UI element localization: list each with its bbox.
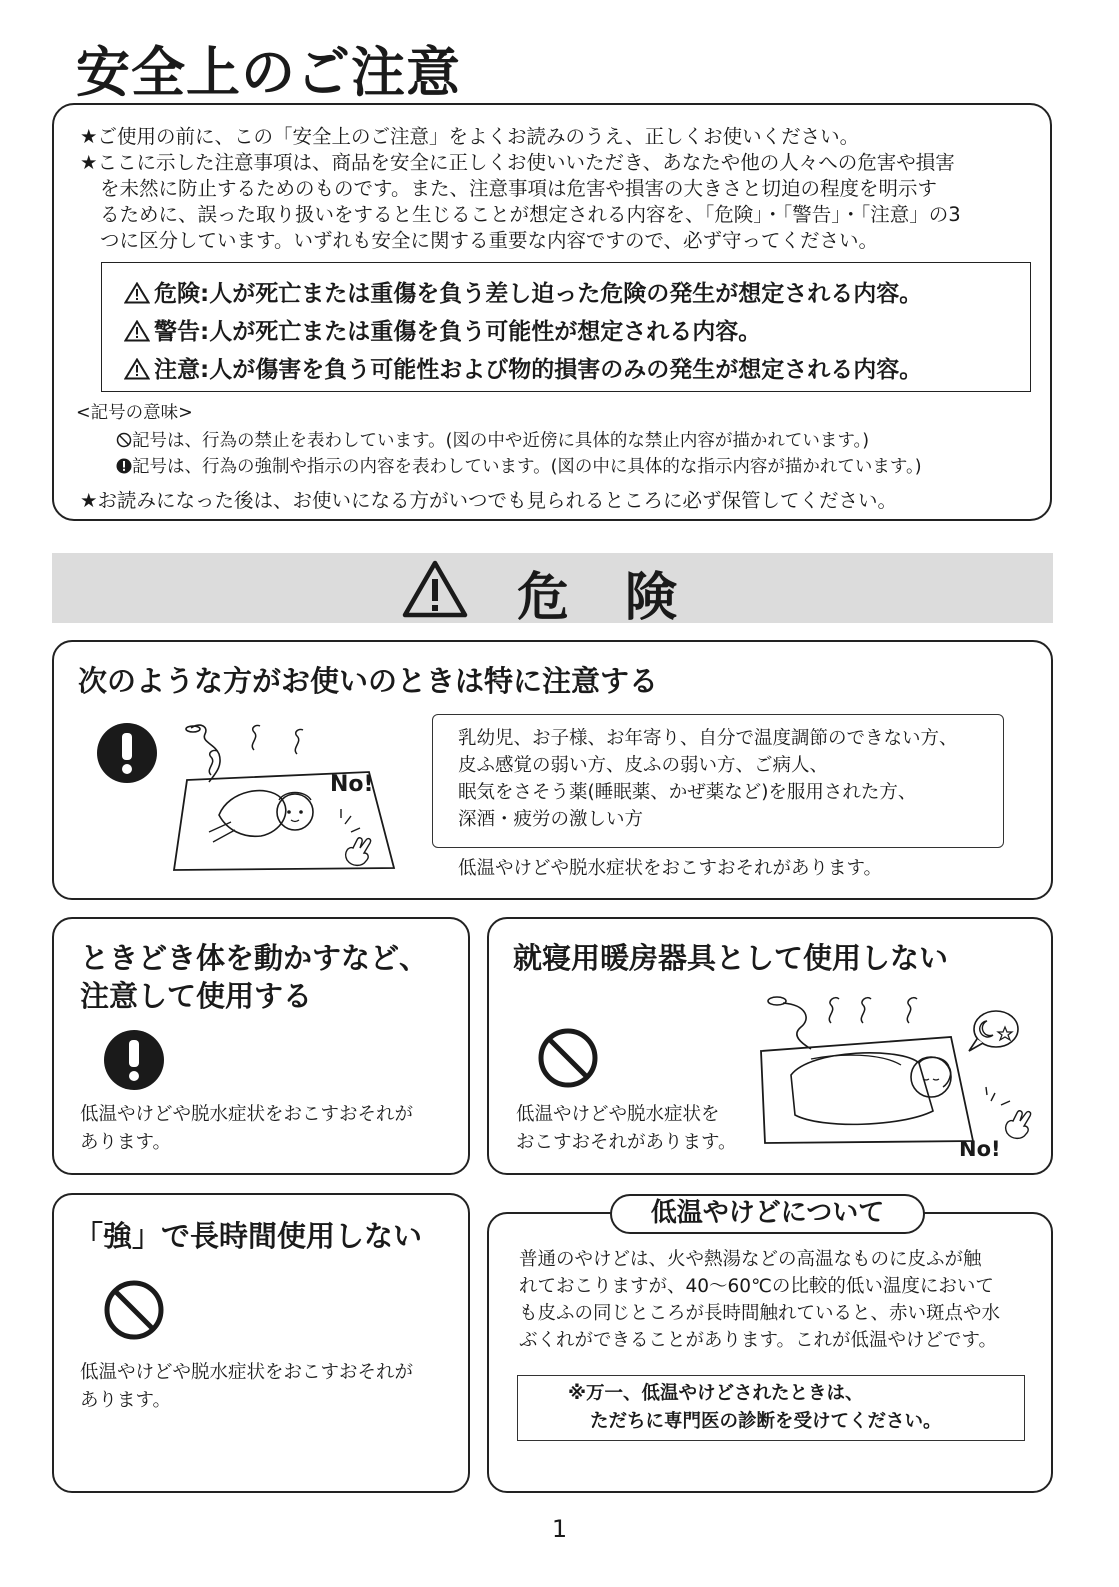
intro-box [52, 103, 1052, 521]
card1-title: 次のような方がお使いのときは特に注意する [78, 664, 659, 698]
intro-line-4: るために、誤った取り扱いをすると生じることが想定される内容を、「危険」・「警告」・「注意」の3 [100, 203, 961, 226]
exclamation-circle-icon [96, 722, 158, 784]
card2-title-line-2: 注意して使用する [80, 979, 313, 1013]
at-risk-line-4: 深酒・疲労の激しい方 [458, 809, 644, 830]
symbol-prohibition-text: 記号は、行為の禁止を表わしています。(図の中や近傍に具体的な禁止内容が描かれています。) [132, 431, 870, 451]
at-risk-line-2: 皮ふ感覚の弱い方、皮ふの弱い方、ご病人、 [458, 755, 829, 776]
low-temp-body-line-1: 普通のやけどは、火や熱湯などの高温なものに皮ふが触 [519, 1249, 982, 1270]
low-temp-body-line-4: ぶくれができることがあります。これが低温やけどです。 [519, 1330, 998, 1351]
card2-title-line-1: ときどき体を動かすなど、 [80, 941, 429, 975]
at-risk-persons-box [432, 714, 1004, 848]
low-temp-burn-info-card [487, 1212, 1053, 1493]
page-number: 1 [551, 1515, 568, 1543]
symbol-prohibition-line [116, 427, 869, 452]
intro-line-3: を未然に防止するためのものです。また、注意事項は危害や損害の大きさと切迫の程度を明示す [100, 177, 937, 200]
level-warning [124, 313, 761, 346]
card3-note-line-2: おこすおそれがあります。 [516, 1132, 737, 1153]
baby-on-mat-illustration [169, 720, 399, 875]
no-label: No! [330, 772, 374, 797]
low-temp-body-line-3: も皮ふの同じところが長時間触れていると、赤い斑点や水 [519, 1303, 1001, 1324]
symbols-heading: <記号の意味> [76, 403, 193, 423]
exclamation-circle-icon [116, 458, 132, 474]
danger-heading-band [52, 553, 1053, 628]
intro-line-1: ★ご使用の前に、この「安全上のご注意」をよくお読みのうえ、正しくお使いください。 [80, 125, 860, 148]
card1-note: 低温やけどや脱水症状をおこすおそれがあります。 [458, 858, 883, 879]
card2-note-line-2: あります。 [80, 1132, 172, 1153]
card4-title: 「強」で長時間使用しない [74, 1219, 423, 1253]
exclamation-circle-icon [103, 1029, 165, 1091]
card4-note-line-1: 低温やけどや脱水症状をおこすおそれが [80, 1362, 414, 1383]
level-warning-text: 警告:人が死亡または重傷を負う可能性が想定される内容。 [154, 319, 762, 345]
caution-card-move-body [52, 917, 470, 1175]
caution-card-no-bed-use [487, 917, 1053, 1175]
symbol-mandatory-line [116, 453, 922, 478]
level-danger [124, 275, 922, 308]
warning-triangle-icon [124, 282, 150, 304]
card4-note-line-2: あります。 [80, 1390, 172, 1411]
card3-title: 就寝用暖房器具として使用しない [513, 941, 949, 975]
medical-notice-line-1: ※万一、低温やけどされたときは、 [568, 1383, 864, 1404]
warning-triangle-icon [402, 559, 468, 619]
intro-line-5: つに区分しています。いずれも安全に関する重要な内容ですので、必ず守ってください。 [100, 229, 879, 252]
prohibition-icon [116, 432, 132, 448]
no-label: No! [959, 1137, 1001, 1161]
symbol-mandatory-text: 記号は、行為の強制や指示の内容を表わしています。(図の中に具体的な指示内容が描かれています。) [132, 457, 922, 477]
low-temp-burn-label: 低温やけどについて [610, 1194, 925, 1234]
card2-note-line-1: 低温やけどや脱水症状をおこすおそれが [80, 1104, 414, 1125]
warning-triangle-icon [124, 358, 150, 380]
medical-notice-line-2: ただちに専門医の診断を受けてください。 [590, 1411, 942, 1432]
level-caution-text: 注意:人が傷害を負う可能性および物的損害のみの発生が想定される内容。 [154, 357, 923, 383]
level-caution [124, 351, 922, 384]
page-title: 安全上のご注意 [76, 41, 461, 104]
danger-heading: 危険 [517, 568, 734, 628]
hazard-levels-box [101, 262, 1031, 392]
caution-card-strong-setting [52, 1193, 470, 1493]
low-temp-body-line-2: れておこりますが、40〜60℃の比較的低い温度において [519, 1276, 994, 1297]
caution-card-vulnerable-users [52, 640, 1053, 900]
prohibition-icon [537, 1027, 599, 1089]
prohibition-icon [103, 1279, 165, 1341]
card3-note-line-1: 低温やけどや脱水症状を [516, 1104, 720, 1125]
intro-line-2: ★ここに示した注意事項は、商品を安全に正しくお使いいただき、あなたや他の人々への危害や損害 [80, 151, 955, 174]
level-danger-text: 危険:人が死亡または重傷を負う差し迫った危険の発生が想定される内容。 [154, 281, 923, 307]
at-risk-line-3: 眠気をさそう薬(睡眠薬、かぜ薬など)を服用された方、 [458, 782, 917, 803]
warning-triangle-icon [124, 320, 150, 342]
intro-footer: ★お読みになった後は、お使いになる方がいつでも見られるところに必ず保管してください。 [80, 489, 897, 512]
at-risk-line-1: 乳幼児、お子様、お年寄り、自分で温度調節のできない方、 [458, 728, 958, 749]
medical-notice-box [517, 1375, 1025, 1441]
